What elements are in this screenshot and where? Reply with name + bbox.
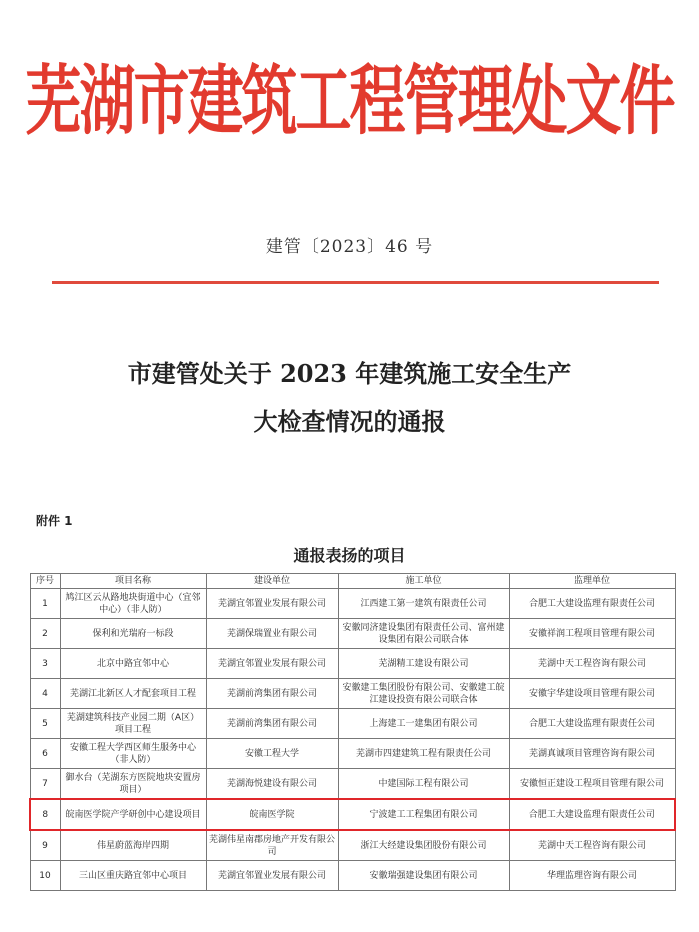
table-row: [30, 769, 675, 800]
cell-no: 4: [30, 679, 60, 709]
letterhead: 芜湖市建筑工程管理处文件: [25, 58, 674, 146]
cell-supervisor: 芜湖中天工程咨询有限公司: [509, 830, 675, 861]
title-line-2: 大检查情况的通报: [253, 407, 446, 436]
cell-no: 5: [30, 709, 60, 739]
cell-project: 北京中路宜邻中心: [60, 649, 206, 679]
cell-builder: 芜湖宜邻置业发展有限公司: [206, 861, 338, 891]
cell-project: 芜湖建筑科技产业园二期（A区）项目工程: [60, 709, 206, 739]
cell-contractor: 江西建工第一建筑有限责任公司: [338, 589, 509, 619]
cell-project: 皖南医学院产学研创中心建设项目: [60, 799, 206, 830]
table-row: [30, 589, 675, 619]
cell-no: 9: [30, 830, 60, 861]
cell-supervisor: 合肥工大建设监理有限责任公司: [509, 799, 675, 830]
cell-contractor: 浙江大经建设集团股份有限公司: [338, 830, 509, 861]
cell-project: 芜湖江北新区人才配套项目工程: [60, 679, 206, 709]
cell-contractor: 中建国际工程有限公司: [338, 769, 509, 800]
cell-no: 1: [30, 589, 60, 619]
cell-project: 伟星蔚蓝海岸四期: [60, 830, 206, 861]
cell-supervisor: 安徽祥润工程项目管理有限公司: [509, 619, 675, 649]
cell-builder: 芜湖保瑞置业有限公司: [206, 619, 338, 649]
commendation-table: [29, 573, 676, 891]
cell-supervisor: 芜湖真诚项目管理咨询有限公司: [509, 739, 675, 769]
cell-contractor: 安徽同济建设集团有限责任公司、富州建设集团有限公司联合体: [338, 619, 509, 649]
cell-no: 7: [30, 769, 60, 800]
cell-contractor: 上海建工一建集团有限公司: [338, 709, 509, 739]
cell-builder: 芜湖宜邻置业发展有限公司: [206, 589, 338, 619]
cell-no: 2: [30, 619, 60, 649]
header-contractor: 施工单位: [338, 574, 509, 589]
cell-project: 保利和光瑞府一标段: [60, 619, 206, 649]
table-row: [30, 861, 675, 891]
cell-project: 御水台（芜湖东方医院地块安置房项目）: [60, 769, 206, 800]
table-row: [30, 679, 675, 709]
table-header-row: [30, 574, 675, 589]
table-title: 通报表扬的项目: [293, 546, 406, 565]
cell-project: 三山区重庆路宜邻中心项目: [60, 861, 206, 891]
table-row: [30, 649, 675, 679]
cell-builder: 芜湖前湾集团有限公司: [206, 709, 338, 739]
cell-builder: 安徽工程大学: [206, 739, 338, 769]
cell-project: 鸠江区云从路地块街道中心（宜邻中心）（非人防）: [60, 589, 206, 619]
cell-contractor: 安徽建工集团股份有限公司、安徽建工皖江建设投资有限公司联合体: [338, 679, 509, 709]
header-project: 项目名称: [60, 574, 206, 589]
document-title: [0, 350, 699, 446]
header-no: 序号: [30, 574, 60, 589]
cell-contractor: 芜湖市四建建筑工程有限责任公司: [338, 739, 509, 769]
cell-supervisor: 华理监理咨询有限公司: [509, 861, 675, 891]
cell-builder: 芜湖伟星南郡房地产开发有限公司: [206, 830, 338, 861]
cell-no: 3: [30, 649, 60, 679]
document-number: 建管〔2023〕46 号: [265, 237, 434, 257]
table-row: [30, 709, 675, 739]
cell-supervisor: 芜湖中天工程咨询有限公司: [509, 649, 675, 679]
cell-supervisor: 合肥工大建设监理有限责任公司: [509, 709, 675, 739]
cell-supervisor: 合肥工大建设监理有限责任公司: [509, 589, 675, 619]
attachment-label: 附件 1: [36, 514, 73, 528]
cell-no: 6: [30, 739, 60, 769]
cell-contractor: 宁波建工工程集团有限公司: [338, 799, 509, 830]
cell-builder: 芜湖宜邻置业发展有限公司: [206, 649, 338, 679]
table-row-highlighted: [30, 799, 675, 830]
header-builder: 建设单位: [206, 574, 338, 589]
cell-no: 10: [30, 861, 60, 891]
table-row: [30, 830, 675, 861]
cell-contractor: 安徽瑞强建设集团有限公司: [338, 861, 509, 891]
cell-project: 安徽工程大学西区师生服务中心（非人防）: [60, 739, 206, 769]
cell-builder: 芜湖海悦建设有限公司: [206, 769, 338, 800]
header-supervisor: 监理单位: [509, 574, 675, 589]
cell-builder: 芜湖前湾集团有限公司: [206, 679, 338, 709]
cell-supervisor: 安徽宇华建设项目管理有限公司: [509, 679, 675, 709]
title-line-1: 市建管处关于 2023 年建筑施工安全生产: [127, 359, 572, 388]
cell-builder: 皖南医学院: [206, 799, 338, 830]
table-row: [30, 739, 675, 769]
cell-supervisor: 安徽恒正建设工程项目管理有限公司: [509, 769, 675, 800]
red-divider-line: [52, 281, 659, 284]
cell-contractor: 芜湖精工建设有限公司: [338, 649, 509, 679]
table-row: [30, 619, 675, 649]
cell-no: 8: [30, 799, 60, 830]
